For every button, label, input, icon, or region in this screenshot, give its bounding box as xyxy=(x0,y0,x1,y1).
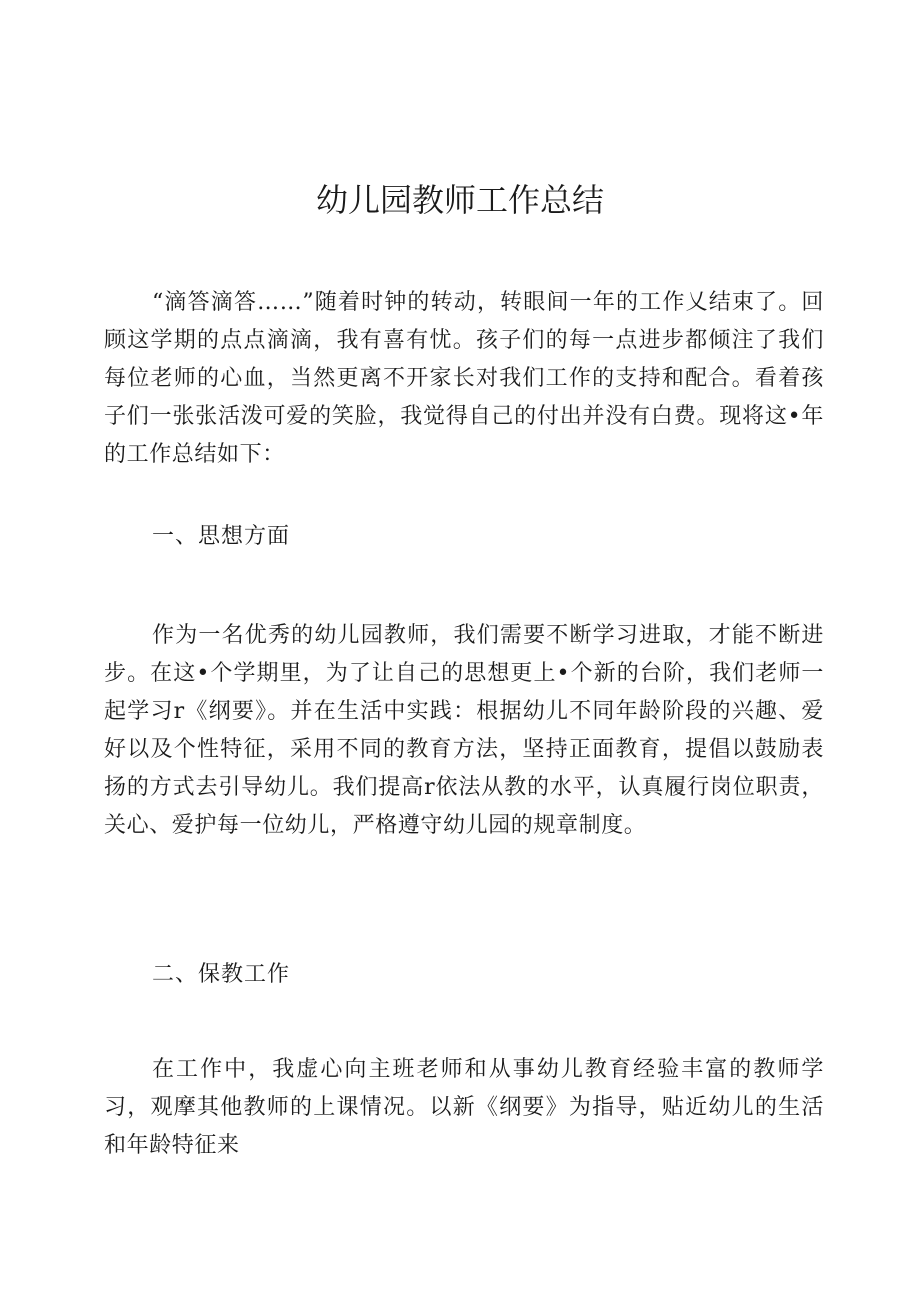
intro-paragraph: “滴答滴答……”随着时钟的转动，转眼间一年的工作乂结束了。回顾这学期的点点滴滴，我有喜有忧。孩子们的每一点进步都倾注了我们每位老师的心血，当然更离不开家长对我们工作的支持和配合。看着孩子们一张张活泼可爱的笑脸，我觉得自己的付出并没有白费。现将这•年的工作总结如下： xyxy=(104,290,824,467)
document-title: 幼儿园教师工作总结 xyxy=(315,181,604,219)
section-heading-thought: 一、思想方面 xyxy=(152,524,291,549)
section-heading-care-education: 二、保教工作 xyxy=(152,962,291,987)
section-body-thought: 作为一名优秀的幼儿园教师，我们需要不断学习进取，才能不断进步。在这•个学期里，为了让自己的思想更上•个新的台阶，我们老师一起学习r《纲要》。并在生活中实践：根据幼儿不同年龄阶段的兴趣、爱好以及个性特征，采用不同的教育方法，坚持正面教育，提倡以鼓励表扬的方式去引导幼儿。我们提高r依法从教的水平，认真履行岗位职责，关心、爱护每一位幼儿，严格遵守幼儿园的规章制度。 xyxy=(104,623,824,838)
section-body-care-education: 在工作中，我虚心向主班老师和从事幼儿教育经验丰富的教师学习，观摩其他教师的上课情况。以新《纲要》为指导，贴近幼儿的生活和年龄特征来 xyxy=(104,1057,824,1158)
